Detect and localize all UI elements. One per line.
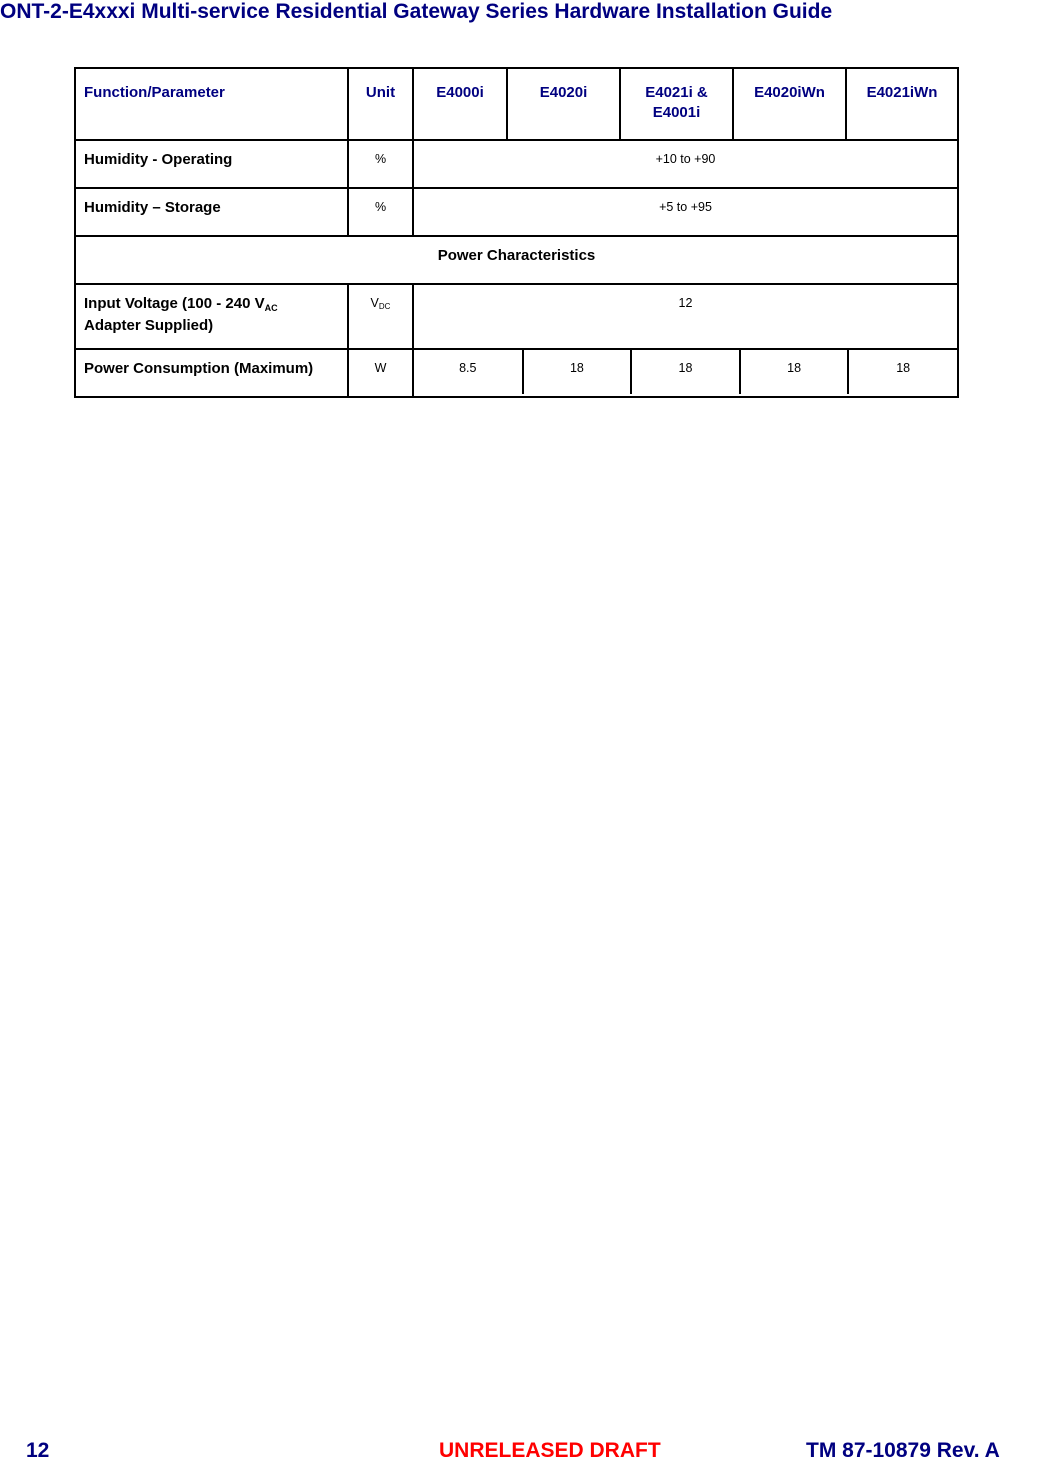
row-label: Humidity – Storage	[75, 188, 348, 236]
column-header: E4021i & E4001i	[620, 68, 733, 140]
row-value: 12	[413, 284, 958, 349]
column-header: Function/Parameter	[75, 68, 348, 140]
row-value: 18	[848, 350, 957, 394]
row-unit: %	[348, 188, 413, 236]
row-value: +5 to +95	[413, 188, 958, 236]
row-unit-subscript: DC	[378, 302, 391, 311]
specifications-table	[74, 67, 959, 398]
section-heading: Power Characteristics	[75, 236, 958, 284]
row-value: 18	[740, 350, 849, 394]
row-value: +10 to +90	[413, 140, 958, 188]
row-value: 18	[631, 350, 740, 394]
page-title: ONT-2-E4xxxi Multi-service Residential Gateway Series Hardware Installation Guide	[0, 0, 833, 23]
column-header: E4020i	[507, 68, 620, 140]
row-values	[413, 349, 958, 397]
row-unit: W	[348, 349, 413, 397]
row-value: 18	[523, 350, 632, 394]
row-unit	[348, 284, 413, 349]
draft-status: UNRELEASED DRAFT	[439, 1439, 661, 1462]
row-label-subscript: AC	[264, 303, 278, 313]
table-row	[75, 140, 958, 188]
column-header: E4000i	[413, 68, 507, 140]
column-header: E4021iWn	[846, 68, 958, 140]
section-row	[75, 236, 958, 284]
row-label	[75, 284, 348, 349]
row-value: 8.5	[459, 361, 477, 375]
row-unit: %	[348, 140, 413, 188]
power-values-grid	[414, 350, 957, 394]
row-label: Power Consumption (Maximum)	[75, 349, 348, 397]
row-label-text-line2: Adapter Supplied)	[84, 317, 214, 334]
document-id: TM 87-10879 Rev. A	[806, 1439, 1000, 1462]
table-row	[75, 349, 958, 397]
row-label: Humidity - Operating	[75, 140, 348, 188]
row-label-text: Input Voltage (100 - 240 V	[84, 295, 265, 312]
table-header-row	[75, 68, 958, 140]
row-unit-text: V	[370, 296, 379, 310]
column-header: E4020iWn	[733, 68, 846, 140]
table-row	[75, 188, 958, 236]
table-row	[75, 284, 958, 349]
column-header: Unit	[348, 68, 413, 140]
page-number: 12	[26, 1439, 50, 1462]
